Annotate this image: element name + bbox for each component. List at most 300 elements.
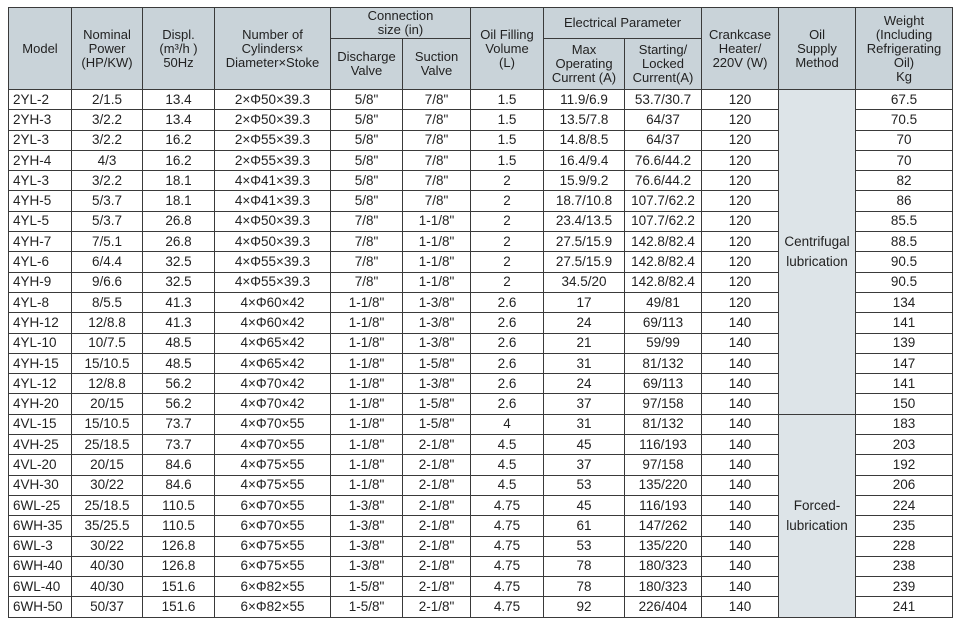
header-line: Power <box>88 40 126 56</box>
header-line: Max <box>571 42 597 57</box>
cell-max-current: 78 <box>544 556 625 576</box>
cell-heater-power: 120 <box>702 150 779 170</box>
cell-max-current: 34.5/20 <box>544 272 625 292</box>
header-line: Diameter×Stoke <box>225 54 320 70</box>
cell-displacement: 126.8 <box>143 556 215 576</box>
cell-starting-current: 49/81 <box>625 292 702 312</box>
cell-max-current: 24 <box>544 313 625 333</box>
cell-weight: 238 <box>856 556 953 576</box>
spec-table-container <box>8 7 952 618</box>
cell-oil-volume: 1.5 <box>471 150 544 170</box>
cell-displacement: 26.8 <box>143 232 215 252</box>
cell-starting-current: 116/193 <box>625 495 702 515</box>
cell-nominal-power: 12/8.8 <box>72 313 143 333</box>
cell-oil-supply-method <box>779 414 856 617</box>
cell-displacement: 41.3 <box>143 313 215 333</box>
cell-heater-power: 120 <box>702 252 779 272</box>
header-line: Cylinders× <box>241 40 304 56</box>
oil-supply-label-line: lubrication <box>786 517 848 533</box>
cell-discharge-valve: 1-1/8" <box>331 353 403 373</box>
cell-suction-valve: 2-1/8" <box>403 556 471 576</box>
cell-weight: 183 <box>856 414 953 434</box>
cell-heater-power: 120 <box>702 191 779 211</box>
cell-heater-power: 120 <box>702 211 779 231</box>
cell-nominal-power: 12/8.8 <box>72 374 143 394</box>
cell-cylinders: 2×Φ50×39.3 <box>215 90 331 110</box>
header-line: Starting/ <box>638 42 688 57</box>
cell-heater-power: 140 <box>702 333 779 353</box>
cell-discharge-valve: 1-1/8" <box>331 292 403 312</box>
cell-heater-power: 140 <box>702 374 779 394</box>
header-line: Locked <box>642 56 684 71</box>
cell-discharge-valve: 1-1/8" <box>331 313 403 333</box>
cell-cylinders: 4×Φ41×39.3 <box>215 191 331 211</box>
cell-nominal-power: 35/25.5 <box>72 516 143 536</box>
cell-weight: 134 <box>856 292 953 312</box>
header-max-operating-current <box>544 39 625 90</box>
cell-oil-volume: 4.75 <box>471 597 544 617</box>
cell-max-current: 17 <box>544 292 625 312</box>
cell-suction-valve: 2-1/8" <box>403 475 471 495</box>
cell-max-current: 11.9/6.9 <box>544 90 625 110</box>
cell-weight: 139 <box>856 333 953 353</box>
cell-weight: 90.5 <box>856 252 953 272</box>
cell-discharge-valve: 5/8" <box>331 150 403 170</box>
cell-starting-current: 135/220 <box>625 536 702 556</box>
cell-max-current: 16.4/9.4 <box>544 150 625 170</box>
cell-starting-current: 107.7/62.2 <box>625 211 702 231</box>
cell-weight: 141 <box>856 313 953 333</box>
cell-displacement: 56.2 <box>143 374 215 394</box>
cell-starting-current: 97/158 <box>625 394 702 414</box>
table-header <box>9 8 953 90</box>
cell-starting-current: 81/132 <box>625 353 702 373</box>
header-line: Refrigerating <box>866 40 942 56</box>
cell-starting-current: 142.8/82.4 <box>625 232 702 252</box>
cell-suction-valve: 1-3/8" <box>403 292 471 312</box>
cell-max-current: 23.4/13.5 <box>544 211 625 231</box>
cell-nominal-power: 40/30 <box>72 556 143 576</box>
cell-model: 4VL-20 <box>9 455 72 475</box>
cell-oil-volume: 4.75 <box>471 495 544 515</box>
cell-suction-valve: 1-1/8" <box>403 252 471 272</box>
cell-discharge-valve: 5/8" <box>331 130 403 150</box>
cell-nominal-power: 30/22 <box>72 536 143 556</box>
cell-heater-power: 140 <box>702 597 779 617</box>
cell-weight: 192 <box>856 455 953 475</box>
cell-displacement: 73.7 <box>143 435 215 455</box>
cell-starting-current: 180/323 <box>625 556 702 576</box>
cell-oil-volume: 1.5 <box>471 90 544 110</box>
cell-nominal-power: 8/5.5 <box>72 292 143 312</box>
cell-oil-volume: 4.5 <box>471 475 544 495</box>
header-line: Number of <box>242 26 303 42</box>
cell-discharge-valve: 1-5/8" <box>331 597 403 617</box>
cell-model: 4YL-6 <box>9 252 72 272</box>
cell-weight: 241 <box>856 597 953 617</box>
cell-weight: 147 <box>856 353 953 373</box>
cell-suction-valve: 1-3/8" <box>403 333 471 353</box>
cell-max-current: 45 <box>544 435 625 455</box>
cell-displacement: 13.4 <box>143 90 215 110</box>
cell-nominal-power: 3/2.2 <box>72 110 143 130</box>
cell-nominal-power: 5/3.7 <box>72 191 143 211</box>
cell-heater-power: 140 <box>702 414 779 434</box>
cell-suction-valve: 7/8" <box>403 171 471 191</box>
cell-discharge-valve: 1-5/8" <box>331 577 403 597</box>
header-line: Oil) <box>893 54 915 70</box>
table-row <box>9 414 953 434</box>
cell-oil-volume: 2 <box>471 191 544 211</box>
cell-model: 4VH-30 <box>9 475 72 495</box>
cell-starting-current: 142.8/82.4 <box>625 272 702 292</box>
cell-nominal-power: 15/10.5 <box>72 353 143 373</box>
cell-weight: 70 <box>856 130 953 150</box>
header-oil-supply <box>779 8 856 90</box>
cell-nominal-power: 30/22 <box>72 475 143 495</box>
cell-heater-power: 120 <box>702 110 779 130</box>
cell-displacement: 18.1 <box>143 171 215 191</box>
cell-heater-power: 140 <box>702 313 779 333</box>
cell-weight: 224 <box>856 495 953 515</box>
cell-oil-volume: 2 <box>471 232 544 252</box>
cell-heater-power: 120 <box>702 90 779 110</box>
cell-starting-current: 107.7/62.2 <box>625 191 702 211</box>
cell-oil-volume: 4.5 <box>471 455 544 475</box>
cell-discharge-valve: 5/8" <box>331 171 403 191</box>
cell-max-current: 18.7/10.8 <box>544 191 625 211</box>
header-line: Current(A) <box>632 70 694 85</box>
cell-max-current: 45 <box>544 495 625 515</box>
cell-suction-valve: 2-1/8" <box>403 516 471 536</box>
cell-heater-power: 140 <box>702 516 779 536</box>
cell-displacement: 84.6 <box>143 475 215 495</box>
cell-weight: 70.5 <box>856 110 953 130</box>
cell-suction-valve: 1-1/8" <box>403 211 471 231</box>
header-line: Nominal <box>83 26 131 42</box>
header-line: Displ. <box>162 26 195 42</box>
cell-weight: 70 <box>856 150 953 170</box>
cell-suction-valve: 1-1/8" <box>403 232 471 252</box>
cell-oil-volume: 2 <box>471 272 544 292</box>
cell-starting-current: 180/323 <box>625 577 702 597</box>
header-line: (Including <box>875 26 933 42</box>
cell-starting-current: 116/193 <box>625 435 702 455</box>
header-discharge-valve <box>331 39 403 90</box>
cell-cylinders: 6×Φ82×55 <box>215 577 331 597</box>
cell-oil-volume: 2.6 <box>471 394 544 414</box>
cell-model: 4YL-3 <box>9 171 72 191</box>
cell-model: 2YH-4 <box>9 150 72 170</box>
oil-supply-label-line: lubrication <box>786 253 848 269</box>
cell-starting-current: 97/158 <box>625 455 702 475</box>
cell-model: 4VH-25 <box>9 435 72 455</box>
cell-heater-power: 120 <box>702 130 779 150</box>
cell-heater-power: 140 <box>702 455 779 475</box>
cell-discharge-valve: 7/8" <box>331 272 403 292</box>
header-line: Valve <box>350 63 383 78</box>
cell-oil-supply-method <box>779 90 856 415</box>
cell-cylinders: 4×Φ55×39.3 <box>215 272 331 292</box>
cell-displacement: 56.2 <box>143 394 215 414</box>
cell-starting-current: 76.6/44.2 <box>625 150 702 170</box>
header-line: size (in) <box>377 22 424 37</box>
cell-suction-valve: 2-1/8" <box>403 536 471 556</box>
header-line: Heater/ <box>718 40 762 56</box>
cell-model: 4YL-10 <box>9 333 72 353</box>
cell-displacement: 126.8 <box>143 536 215 556</box>
cell-heater-power: 120 <box>702 292 779 312</box>
cell-model: 6WH-50 <box>9 597 72 617</box>
cell-max-current: 21 <box>544 333 625 353</box>
header-line: Volume <box>485 40 529 56</box>
header-cylinders <box>215 8 331 90</box>
cell-oil-volume: 4.75 <box>471 516 544 536</box>
cell-suction-valve: 2-1/8" <box>403 597 471 617</box>
oil-supply-label-line: Centrifugal <box>784 233 850 249</box>
cell-cylinders: 4×Φ60×42 <box>215 292 331 312</box>
cell-max-current: 14.8/8.5 <box>544 130 625 150</box>
cell-model: 2YL-3 <box>9 130 72 150</box>
cell-cylinders: 4×Φ60×42 <box>215 313 331 333</box>
cell-starting-current: 76.6/44.2 <box>625 171 702 191</box>
cell-discharge-valve: 1-1/8" <box>331 394 403 414</box>
cell-suction-valve: 1-3/8" <box>403 313 471 333</box>
cell-heater-power: 140 <box>702 495 779 515</box>
cell-suction-valve: 1-3/8" <box>403 374 471 394</box>
cell-starting-current: 64/37 <box>625 130 702 150</box>
cell-nominal-power: 3/2.2 <box>72 130 143 150</box>
cell-weight: 235 <box>856 516 953 536</box>
cell-starting-current: 81/132 <box>625 414 702 434</box>
cell-suction-valve: 7/8" <box>403 130 471 150</box>
cell-cylinders: 4×Φ75×55 <box>215 455 331 475</box>
cell-cylinders: 2×Φ55×39.3 <box>215 130 331 150</box>
cell-oil-volume: 2.6 <box>471 333 544 353</box>
cell-model: 4YH-9 <box>9 272 72 292</box>
cell-weight: 150 <box>856 394 953 414</box>
cell-oil-volume: 4.75 <box>471 536 544 556</box>
cell-heater-power: 140 <box>702 577 779 597</box>
cell-displacement: 48.5 <box>143 333 215 353</box>
cell-oil-volume: 4.5 <box>471 435 544 455</box>
cell-starting-current: 69/113 <box>625 374 702 394</box>
cell-nominal-power: 20/15 <box>72 394 143 414</box>
cell-max-current: 92 <box>544 597 625 617</box>
cell-displacement: 32.5 <box>143 252 215 272</box>
cell-displacement: 16.2 <box>143 150 215 170</box>
cell-starting-current: 135/220 <box>625 475 702 495</box>
cell-cylinders: 4×Φ70×55 <box>215 435 331 455</box>
cell-cylinders: 6×Φ75×55 <box>215 536 331 556</box>
cell-nominal-power: 20/15 <box>72 455 143 475</box>
cell-model: 2YL-2 <box>9 90 72 110</box>
cell-weight: 82 <box>856 171 953 191</box>
cell-model: 4YH-12 <box>9 313 72 333</box>
cell-max-current: 61 <box>544 516 625 536</box>
header-line: Current (A) <box>551 70 617 85</box>
header-suction-valve <box>403 39 471 90</box>
cell-nominal-power: 15/10.5 <box>72 414 143 434</box>
cell-oil-volume: 2.6 <box>471 313 544 333</box>
cell-nominal-power: 25/18.5 <box>72 495 143 515</box>
cell-model: 4YL-12 <box>9 374 72 394</box>
cell-discharge-valve: 1-1/8" <box>331 455 403 475</box>
cell-model: 4VL-15 <box>9 414 72 434</box>
header-line: Kg <box>896 68 912 84</box>
cell-suction-valve: 1-5/8" <box>403 394 471 414</box>
cell-model: 4YH-20 <box>9 394 72 414</box>
cell-oil-volume: 1.5 <box>471 130 544 150</box>
cell-discharge-valve: 1-3/8" <box>331 556 403 576</box>
cell-cylinders: 6×Φ70×55 <box>215 495 331 515</box>
cell-heater-power: 120 <box>702 272 779 292</box>
cell-weight: 141 <box>856 374 953 394</box>
cell-displacement: 16.2 <box>143 130 215 150</box>
header-nominal-power <box>72 8 143 90</box>
cell-max-current: 31 <box>544 414 625 434</box>
cell-model: 4YH-15 <box>9 353 72 373</box>
cell-suction-valve: 2-1/8" <box>403 435 471 455</box>
header-displacement <box>143 8 215 90</box>
cell-max-current: 37 <box>544 394 625 414</box>
cell-displacement: 110.5 <box>143 516 215 536</box>
cell-model: 6WH-40 <box>9 556 72 576</box>
cell-displacement: 48.5 <box>143 353 215 373</box>
cell-weight: 228 <box>856 536 953 556</box>
cell-cylinders: 6×Φ70×55 <box>215 516 331 536</box>
cell-cylinders: 4×Φ50×39.3 <box>215 232 331 252</box>
cell-nominal-power: 3/2.2 <box>72 171 143 191</box>
header-line: (L) <box>499 54 515 70</box>
header-electrical-parameter: Electrical Parameter <box>544 8 702 39</box>
header-starting-locked-current <box>625 39 702 90</box>
cell-nominal-power: 40/30 <box>72 577 143 597</box>
cell-cylinders: 4×Φ65×42 <box>215 353 331 373</box>
header-model: Model <box>9 8 72 90</box>
cell-suction-valve: 2-1/8" <box>403 495 471 515</box>
cell-model: 6WL-40 <box>9 577 72 597</box>
cell-suction-valve: 1-5/8" <box>403 414 471 434</box>
cell-oil-volume: 2.6 <box>471 374 544 394</box>
cell-suction-valve: 1-1/8" <box>403 272 471 292</box>
table-body <box>9 90 953 618</box>
cell-starting-current: 147/262 <box>625 516 702 536</box>
cell-cylinders: 4×Φ55×39.3 <box>215 252 331 272</box>
cell-starting-current: 226/404 <box>625 597 702 617</box>
header-weight <box>856 8 953 90</box>
cell-oil-volume: 4.75 <box>471 577 544 597</box>
cell-discharge-valve: 1-1/8" <box>331 414 403 434</box>
header-line: Connection <box>367 8 434 23</box>
header-line: Method <box>795 54 839 70</box>
cell-max-current: 53 <box>544 475 625 495</box>
header-line: Discharge <box>337 49 396 64</box>
cell-cylinders: 4×Φ41×39.3 <box>215 171 331 191</box>
cell-discharge-valve: 1-1/8" <box>331 475 403 495</box>
cell-weight: 85.5 <box>856 211 953 231</box>
cell-max-current: 27.5/15.9 <box>544 232 625 252</box>
cell-starting-current: 64/37 <box>625 110 702 130</box>
cell-max-current: 78 <box>544 577 625 597</box>
cell-oil-volume: 4.75 <box>471 556 544 576</box>
cell-discharge-valve: 7/8" <box>331 252 403 272</box>
table-row <box>9 90 953 110</box>
cell-suction-valve: 7/8" <box>403 90 471 110</box>
cell-weight: 86 <box>856 191 953 211</box>
cell-discharge-valve: 7/8" <box>331 211 403 231</box>
cell-cylinders: 4×Φ75×55 <box>215 475 331 495</box>
header-line: Crankcase <box>708 26 772 42</box>
cell-weight: 239 <box>856 577 953 597</box>
cell-oil-volume: 2.6 <box>471 292 544 312</box>
cell-nominal-power: 9/6.6 <box>72 272 143 292</box>
cell-discharge-valve: 5/8" <box>331 110 403 130</box>
cell-heater-power: 140 <box>702 536 779 556</box>
cell-cylinders: 2×Φ50×39.3 <box>215 110 331 130</box>
cell-heater-power: 120 <box>702 171 779 191</box>
cell-oil-volume: 2 <box>471 171 544 191</box>
cell-starting-current: 142.8/82.4 <box>625 252 702 272</box>
cell-model: 4YH-7 <box>9 232 72 252</box>
cell-oil-volume: 2 <box>471 252 544 272</box>
cell-starting-current: 59/99 <box>625 333 702 353</box>
cell-displacement: 151.6 <box>143 577 215 597</box>
cell-discharge-valve: 1-3/8" <box>331 516 403 536</box>
cell-nominal-power: 5/3.7 <box>72 211 143 231</box>
cell-discharge-valve: 1-3/8" <box>331 536 403 556</box>
cell-cylinders: 4×Φ70×42 <box>215 374 331 394</box>
header-line: Operating <box>555 56 613 71</box>
header-line: 220V (W) <box>712 54 768 70</box>
cell-max-current: 13.5/7.8 <box>544 110 625 130</box>
cell-cylinders: 6×Φ75×55 <box>215 556 331 576</box>
cell-displacement: 13.4 <box>143 110 215 130</box>
cell-cylinders: 6×Φ82×55 <box>215 597 331 617</box>
cell-suction-valve: 7/8" <box>403 150 471 170</box>
cell-weight: 90.5 <box>856 272 953 292</box>
cell-cylinders: 4×Φ65×42 <box>215 333 331 353</box>
cell-suction-valve: 2-1/8" <box>403 455 471 475</box>
cell-heater-power: 120 <box>702 232 779 252</box>
oil-supply-label-line: Forced- <box>793 497 841 513</box>
header-line: Valve <box>420 63 453 78</box>
cell-weight: 203 <box>856 435 953 455</box>
cell-nominal-power: 25/18.5 <box>72 435 143 455</box>
cell-model: 6WL-25 <box>9 495 72 515</box>
cell-nominal-power: 7/5.1 <box>72 232 143 252</box>
cell-max-current: 27.5/15.9 <box>544 252 625 272</box>
cell-suction-valve: 1-5/8" <box>403 353 471 373</box>
cell-nominal-power: 6/4.4 <box>72 252 143 272</box>
cell-weight: 88.5 <box>856 232 953 252</box>
cell-suction-valve: 7/8" <box>403 110 471 130</box>
header-line: Supply <box>797 40 837 56</box>
cell-nominal-power: 2/1.5 <box>72 90 143 110</box>
cell-displacement: 73.7 <box>143 414 215 434</box>
header-connection-size <box>331 8 471 39</box>
cell-nominal-power: 10/7.5 <box>72 333 143 353</box>
cell-cylinders: 2×Φ55×39.3 <box>215 150 331 170</box>
cell-nominal-power: 50/37 <box>72 597 143 617</box>
cell-max-current: 53 <box>544 536 625 556</box>
cell-starting-current: 53.7/30.7 <box>625 90 702 110</box>
header-line: (m³/h ) <box>159 40 198 56</box>
cell-cylinders: 4×Φ50×39.3 <box>215 211 331 231</box>
cell-displacement: 32.5 <box>143 272 215 292</box>
header-line: (HP/KW) <box>81 54 133 70</box>
cell-max-current: 37 <box>544 455 625 475</box>
